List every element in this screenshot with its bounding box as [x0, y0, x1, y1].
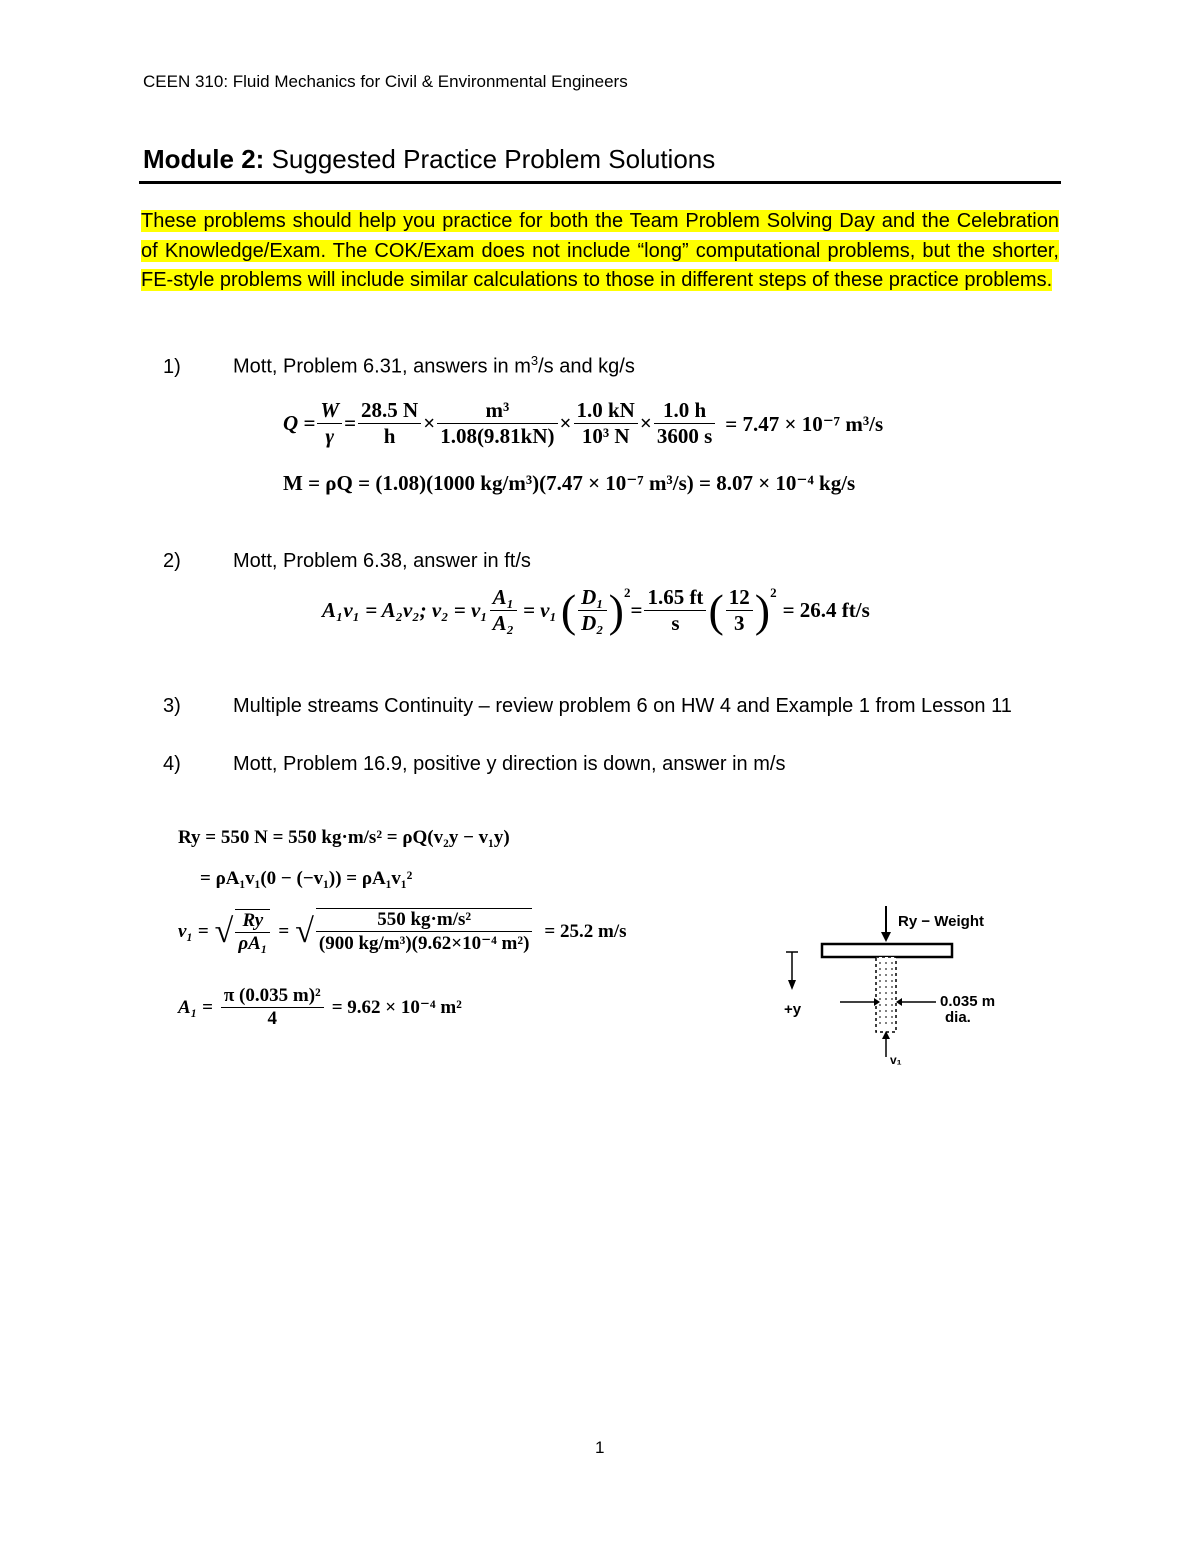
equation-reaction-expanded: = ρA₁v₁(0 − (−v₁)) = ρA₁v₁² [200, 868, 413, 889]
fraction: $\frac{\text{550 kg·m/s²}}{\text{(900 kg/m³)(9.62×10⁻⁴ m²)}}$ [316, 908, 533, 955]
fraction: $\frac{\text{π (0.035 m)²}}{4}$ [221, 985, 324, 1030]
fraction: $\frac{1.0 kN}{\text{10³ N}}$ [574, 398, 638, 449]
page-title [143, 144, 715, 175]
page-number: 1 [595, 1438, 605, 1457]
velocity-label: v₁ [890, 1053, 902, 1067]
fraction: $\frac{\text{D₁}}{\text{D₂}}$ [578, 585, 607, 636]
equation-mass-flow: M = ρQ = (1.08)(1000 kg/m³)(7.47 × 10⁻⁷ m³/s) = 8.07 × 10⁻⁴ kg/s [283, 471, 856, 495]
list-item: 2) Mott, Problem 6.38, answer in ft/s [163, 550, 531, 572]
intro-highlighted-text: These problems should help you practice for both the Team Problem Solving Day and the Celebration of Knowledge/Exam. The COK/Exam does not include “long” computational problems, but the shorter, FE-style problems will include similar calculations to those in different steps of these practice problems. [141, 210, 1059, 291]
fraction: $\frac{\text{m³}}{1.08(9.81kN)}$ [437, 398, 557, 449]
equation-area: A₁ = $\frac{\text{π (0.035 m)²}}{4}$ = 9.62 × 10⁻⁴ m² [178, 985, 462, 1029]
fraction: $\frac{12}{3}$ [726, 585, 753, 636]
title-text: Suggested Practice Problem Solutions [264, 144, 716, 174]
plate [822, 944, 952, 957]
fraction: $\frac{1.0 h}{3600 s}$ [654, 398, 715, 449]
fraction: $\frac{\text{A₁}}{\text{A₂}}$ [490, 585, 517, 636]
force-arrowhead [881, 932, 891, 942]
diameter-label: 0.035 m [940, 993, 996, 1010]
fraction: $\frac{28.5 N}{h}$ [358, 398, 421, 449]
equation-velocity: v₁ = √ $\frac{Ry}{\text{ρA₁}}$ = √ $\frac{\text{550 kg·m/s²}}{\text{(900 kg/m³)(9.62×10⁻⁴ m²)}}$ = 25.2 m/s [178, 909, 627, 954]
list-item: 3) Multiple streams Continuity – review problem 6 on HW 4 and Example 1 from Lesson 11 [163, 695, 1012, 717]
list-item: 4) Mott, Problem 16.9, positive y direction is down, answer in m/s [163, 753, 786, 775]
force-label: Ry − Weight [898, 913, 984, 930]
diameter-label-dia: dia. [945, 1009, 971, 1026]
fraction: $\frac{W}{\gamma}$ [317, 398, 342, 449]
equation-flow-rate: Q = $\frac{W}{\gamma}$ = $\frac{28.5 N}{h}$ × $\frac{\text{m³}}{1.08(9.81kN)}$ × $\frac{1.0 kN}{\text{10³ N}}$ × $\frac{1.0 h}{3600 s}$ = 7.47 × 10⁻⁷ m³/s [283, 398, 884, 448]
document-header: CEEN 310: Fluid Mechanics for Civil & Environmental Engineers [143, 72, 628, 91]
list-item: 1) Mott, Problem 6.31, answers in $m^3/s$ and kg/s [163, 353, 635, 378]
title-module: Module 2: [143, 144, 265, 174]
title-rule [139, 181, 1061, 184]
equation-reaction-force: Ry = 550 N = 550 kg·m/s² = ρQ(v₂y − v₁y) [178, 827, 510, 848]
equation-continuity: A₁v₁ = A₂v₂; v₂ = v₁ $\frac{\text{A₁}}{\text{A₂}}$ = v₁ ( $\frac{\text{D₁}}{\text{D₂}}$ ) 2 = $\frac{1.65 ft}{s}$ ( $\frac{12}{3}$ ) 2 = 26.4 ft/s [322, 584, 870, 636]
fraction: $\frac{Ry}{\text{ρA₁}}$ [235, 909, 270, 955]
fraction: $\frac{1.65 ft}{s}$ [644, 585, 706, 636]
y-direction-label: +y [784, 1001, 802, 1018]
intro-paragraph [141, 207, 1059, 296]
jet-impingement-figure [780, 902, 1030, 1072]
